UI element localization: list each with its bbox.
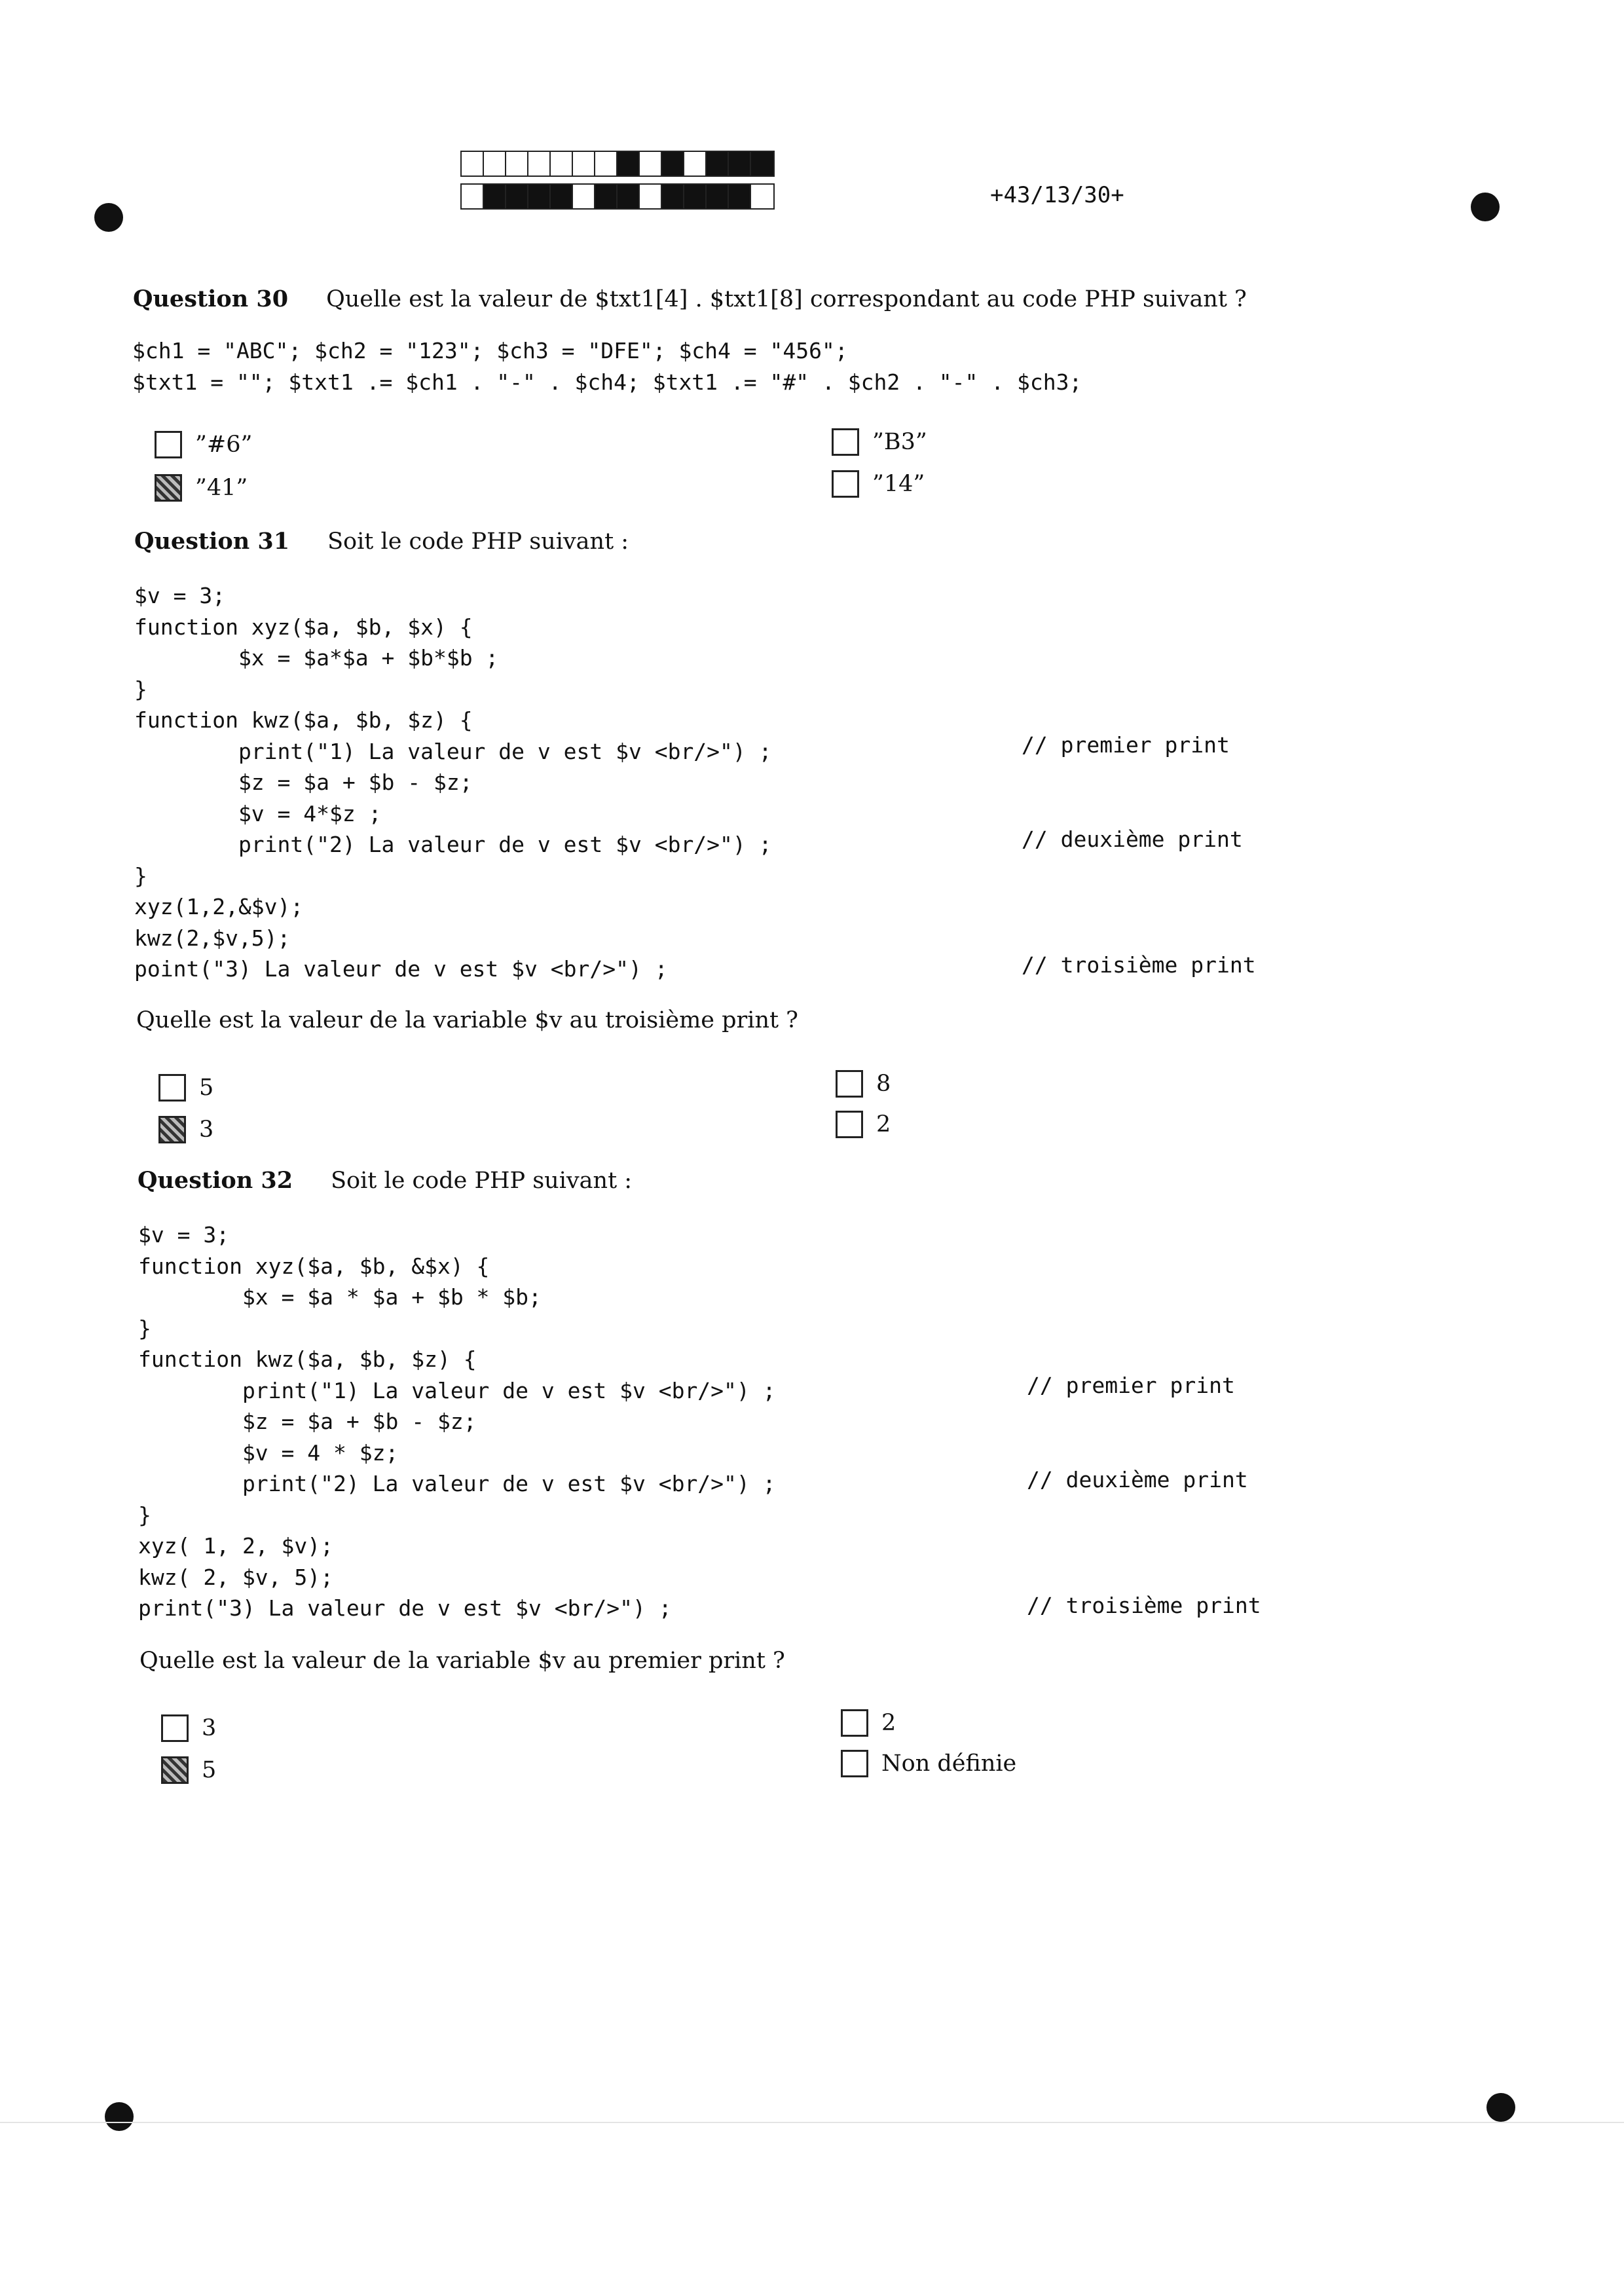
q31-answer-3-label: 8 bbox=[876, 1071, 891, 1097]
question-32-prompt: Quelle est la valeur de la variable $v au premier print ? bbox=[139, 1648, 785, 1674]
barcode-cell bbox=[707, 185, 729, 208]
q31-answer-2-checkbox[interactable] bbox=[158, 1116, 186, 1143]
q32-answer-3-label: 2 bbox=[881, 1710, 896, 1736]
question-31-header bbox=[134, 528, 629, 555]
q32-answer-1[interactable] bbox=[161, 1714, 216, 1742]
barcode-cell bbox=[573, 152, 595, 176]
q32-answer-1-label: 3 bbox=[202, 1715, 217, 1741]
q30-answer-3-label: ”B3” bbox=[872, 429, 927, 455]
q31-answer-4-label: 2 bbox=[876, 1111, 891, 1138]
q30-answer-2-label: ”41” bbox=[195, 475, 248, 501]
barcode-cell bbox=[528, 185, 551, 208]
q32-answer-3-checkbox[interactable] bbox=[841, 1709, 868, 1737]
barcode-cell bbox=[640, 152, 662, 176]
barcode-cell bbox=[729, 152, 751, 176]
q30-answer-4[interactable] bbox=[832, 470, 925, 498]
question-31-prompt: Quelle est la valeur de la variable $v au troisième print ? bbox=[136, 1007, 798, 1033]
barcode-cell bbox=[595, 185, 618, 208]
page-id: +43/13/30+ bbox=[990, 182, 1124, 208]
question-32-header bbox=[138, 1167, 632, 1194]
q30-answer-2-checkbox[interactable] bbox=[155, 474, 182, 502]
registration-mark-bottom-right bbox=[1486, 2093, 1515, 2122]
barcode-cell bbox=[462, 152, 484, 176]
q30-answer-3[interactable] bbox=[832, 428, 927, 456]
q31-answer-4[interactable] bbox=[836, 1111, 891, 1138]
barcode-cell bbox=[707, 152, 729, 176]
question-32-code: $v = 3; function xyz($a, $b, &$x) { $x = $a * $a + $b * $b; } function kwz($a, $b, $z) { print("1) La valeur de v est $v <br/>") ; $z = $a + $b - $z; $v = 4 * $z; print("2) La valeur de v est $v <br/>") ; } xyz( 1, 2, $v); kwz( 2, $v, 5); print("3) La valeur de v est $v <br/>") ; bbox=[138, 1222, 776, 1621]
barcode-cell bbox=[506, 152, 528, 176]
question-30-code: $ch1 = "ABC"; $ch2 = "123"; $ch3 = "DFE"; $ch4 = "456"; $txt1 = ""; $txt1 .= $ch1 . "-" . $ch4; $txt1 .= "#" . $ch2 . "-" . $ch3; bbox=[132, 338, 1082, 395]
barcode-cell bbox=[551, 152, 573, 176]
q31-comment-troisieme: // troisième print bbox=[1022, 952, 1256, 978]
q32-answer-2-label: 5 bbox=[202, 1757, 217, 1783]
q30-answer-1-checkbox[interactable] bbox=[155, 431, 182, 458]
barcode-cell bbox=[751, 152, 773, 176]
q31-answer-2-label: 3 bbox=[199, 1117, 214, 1143]
barcode-cell bbox=[484, 185, 506, 208]
q30-answer-3-checkbox[interactable] bbox=[832, 428, 859, 456]
q32-answer-2-checkbox[interactable] bbox=[161, 1756, 189, 1784]
q30-answer-4-label: ”14” bbox=[872, 471, 925, 497]
barcode-cell bbox=[684, 185, 707, 208]
q30-answer-1-label: ”#6” bbox=[195, 432, 253, 458]
question-30-text: Quelle est la valeur de $txt1[4] . $txt1[8] correspondant au code PHP suivant ? bbox=[326, 286, 1247, 312]
q32-answer-3[interactable] bbox=[841, 1709, 896, 1737]
question-30-header bbox=[133, 286, 1247, 312]
question-30-label: Question 30 bbox=[133, 286, 289, 312]
q32-comment-deuxieme: // deuxième print bbox=[1027, 1467, 1248, 1492]
question-32-text: Soit le code PHP suivant : bbox=[331, 1168, 633, 1194]
barcode-cell bbox=[506, 185, 528, 208]
barcode-cell bbox=[751, 185, 773, 208]
question-31-code: $v = 3; function xyz($a, $b, $x) { $x = $a*$a + $b*$b ; } function kwz($a, $b, $z) { print("1) La valeur de v est $v <br/>") ; $z = $a + $b - $z; $v = 4*$z ; print("2) La valeur de v est $v <br/>") ; } xyz(1,2,&$v); kwz(2,$v,5); point("3) La valeur de v est $v <br/>") ; bbox=[134, 583, 772, 982]
barcode-row-2 bbox=[460, 183, 775, 210]
q31-answer-2[interactable] bbox=[158, 1116, 213, 1143]
barcode-row-1 bbox=[460, 151, 775, 177]
question-32-label: Question 32 bbox=[138, 1167, 293, 1194]
q30-answer-4-checkbox[interactable] bbox=[832, 470, 859, 498]
barcode-cell bbox=[595, 152, 618, 176]
question-31-label: Question 31 bbox=[134, 528, 290, 555]
q31-answer-1-checkbox[interactable] bbox=[158, 1074, 186, 1102]
q32-comment-premier: // premier print bbox=[1027, 1373, 1235, 1398]
q32-answer-1-checkbox[interactable] bbox=[161, 1714, 189, 1742]
barcode-cell bbox=[462, 185, 484, 208]
q31-answer-3[interactable] bbox=[836, 1070, 891, 1098]
q30-answer-1[interactable] bbox=[155, 431, 252, 458]
q31-answer-1-label: 5 bbox=[199, 1075, 214, 1101]
q31-answer-4-checkbox[interactable] bbox=[836, 1111, 863, 1138]
q30-answer-2[interactable] bbox=[155, 474, 248, 502]
barcode-cell bbox=[662, 185, 684, 208]
barcode-cell bbox=[640, 185, 662, 208]
question-31-text: Soit le code PHP suivant : bbox=[327, 528, 629, 555]
registration-mark-top-right bbox=[1471, 193, 1500, 221]
page-fold-line bbox=[0, 2122, 1624, 2123]
registration-mark-bottom-left bbox=[105, 2102, 134, 2131]
barcode-cell bbox=[528, 152, 551, 176]
registration-mark-top-left bbox=[94, 203, 123, 232]
q31-comment-premier: // premier print bbox=[1022, 732, 1230, 758]
q32-answer-4-label: Non définie bbox=[881, 1750, 1017, 1777]
q31-answer-1[interactable] bbox=[158, 1074, 213, 1102]
q31-comment-deuxieme: // deuxième print bbox=[1022, 826, 1243, 852]
barcode-cell bbox=[484, 152, 506, 176]
q31-answer-3-checkbox[interactable] bbox=[836, 1070, 863, 1098]
barcode-cell bbox=[684, 152, 707, 176]
barcode-cell bbox=[618, 185, 640, 208]
barcode-cell bbox=[662, 152, 684, 176]
q32-answer-4[interactable] bbox=[841, 1750, 1016, 1777]
q32-answer-4-checkbox[interactable] bbox=[841, 1750, 868, 1777]
q32-answer-2[interactable] bbox=[161, 1756, 216, 1784]
barcode-cell bbox=[618, 152, 640, 176]
barcode-cell bbox=[573, 185, 595, 208]
barcode-cell bbox=[729, 185, 751, 208]
barcode-cell bbox=[551, 185, 573, 208]
q32-comment-troisieme: // troisième print bbox=[1027, 1593, 1261, 1618]
